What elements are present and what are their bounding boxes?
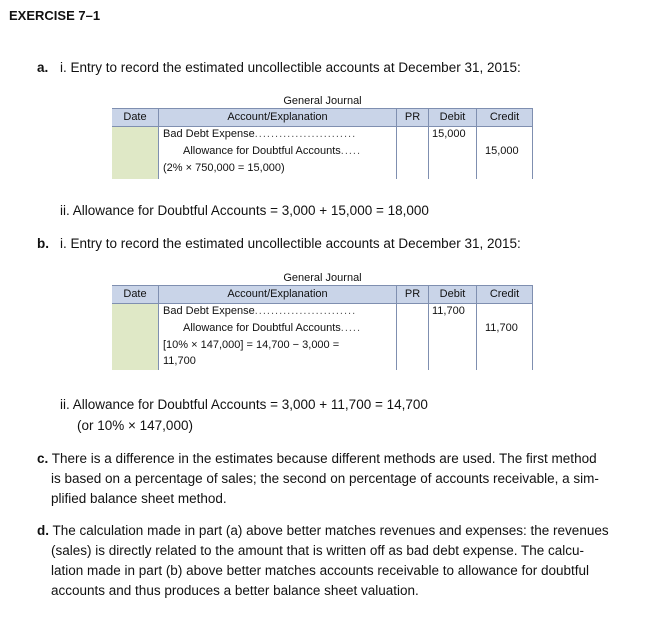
explanation-line-1: [10% × 147,000] = 14,700 − 3,000 =: [163, 339, 340, 351]
part-c-line-2: is based on a percentage of sales; the second on percentage of accounts receivable, a sim-: [51, 471, 599, 486]
part-b-item-ii-note: (or 10% × 147,000): [77, 418, 193, 433]
part-c-line-3: plified balance sheet method.: [51, 491, 227, 506]
col-date: Date: [112, 286, 158, 303]
part-d-paragraph: [37, 521, 637, 601]
col-debit: Debit: [428, 109, 476, 126]
part-a-label: a.: [37, 60, 49, 75]
col-account: Account/Explanation: [158, 109, 396, 126]
part-b-label: b.: [37, 236, 49, 251]
leader-dots: .....: [340, 322, 362, 334]
journal-title: General Journal: [283, 272, 362, 284]
col-credit: Credit: [476, 286, 533, 303]
part-d-label: d.: [37, 523, 49, 538]
debit-cell: [428, 304, 476, 370]
journal-header-row: [112, 108, 533, 127]
explanation-line-2: 11,700: [163, 355, 196, 367]
leader-dots: .....: [340, 145, 362, 157]
pr-cell: [396, 304, 428, 370]
exercise-title: EXERCISE 7–1: [9, 8, 101, 23]
part-d-line-3: lation made in part (b) above better matches accounts receivable to allowance for doubtful: [51, 563, 590, 578]
debit-cell: [428, 127, 476, 179]
part-d-line-4: accounts and thus produces a better balance sheet valuation.: [51, 583, 419, 598]
leader-dots: .........................: [254, 305, 357, 317]
col-account: Account/Explanation: [158, 286, 396, 303]
leader-dots: .........................: [254, 128, 357, 140]
debit-amount: 11,700: [432, 305, 465, 317]
journal-table-b: [112, 271, 533, 370]
debit-account: Bad Debt Expense: [163, 128, 255, 140]
debit-amount: 15,000: [432, 128, 466, 140]
credit-amount: 11,700: [485, 322, 518, 334]
col-date: Date: [112, 109, 158, 126]
col-debit: Debit: [428, 286, 476, 303]
credit-cell: [476, 304, 533, 370]
credit-amount: 15,000: [485, 145, 519, 157]
part-d-line-1: The calculation made in part (a) above better matches revenues and expenses: the revenues: [52, 523, 609, 538]
debit-account: Bad Debt Expense: [163, 305, 255, 317]
part-a-item-i: i. Entry to record the estimated uncollectible accounts at December 31, 2015:: [60, 60, 521, 75]
journal-body: [112, 304, 533, 370]
part-b-item-ii: ii. Allowance for Doubtful Accounts = 3,000 + 11,700 = 14,700: [60, 397, 428, 412]
credit-cell: [476, 127, 533, 179]
account-cell: [158, 304, 396, 370]
part-c-line-1: There is a difference in the estimates because different methods are used. The first method: [51, 451, 597, 466]
journal-table-a: [112, 94, 533, 179]
col-credit: Credit: [476, 109, 533, 126]
part-b-item-i: i. Entry to record the estimated uncollectible accounts at December 31, 2015:: [60, 236, 521, 251]
part-c-paragraph: [37, 449, 637, 509]
part-a-item-ii: ii. Allowance for Doubtful Accounts = 3,000 + 15,000 = 18,000: [60, 203, 429, 218]
account-cell: [158, 127, 396, 179]
col-pr: PR: [396, 109, 428, 126]
journal-title: General Journal: [283, 95, 362, 107]
pr-cell: [396, 127, 428, 179]
date-cell: [112, 304, 158, 370]
col-pr: PR: [396, 286, 428, 303]
explanation: (2% × 750,000 = 15,000): [163, 162, 285, 174]
credit-account: Allowance for Doubtful Accounts: [183, 322, 341, 334]
journal-header-row: [112, 285, 533, 304]
credit-account: Allowance for Doubtful Accounts: [183, 145, 341, 157]
part-d-line-2: (sales) is directly related to the amount that is written off as bad debt expense. The calcu-: [51, 543, 585, 558]
date-cell: [112, 127, 158, 179]
journal-body: [112, 127, 533, 179]
part-c-label: c.: [37, 451, 49, 466]
